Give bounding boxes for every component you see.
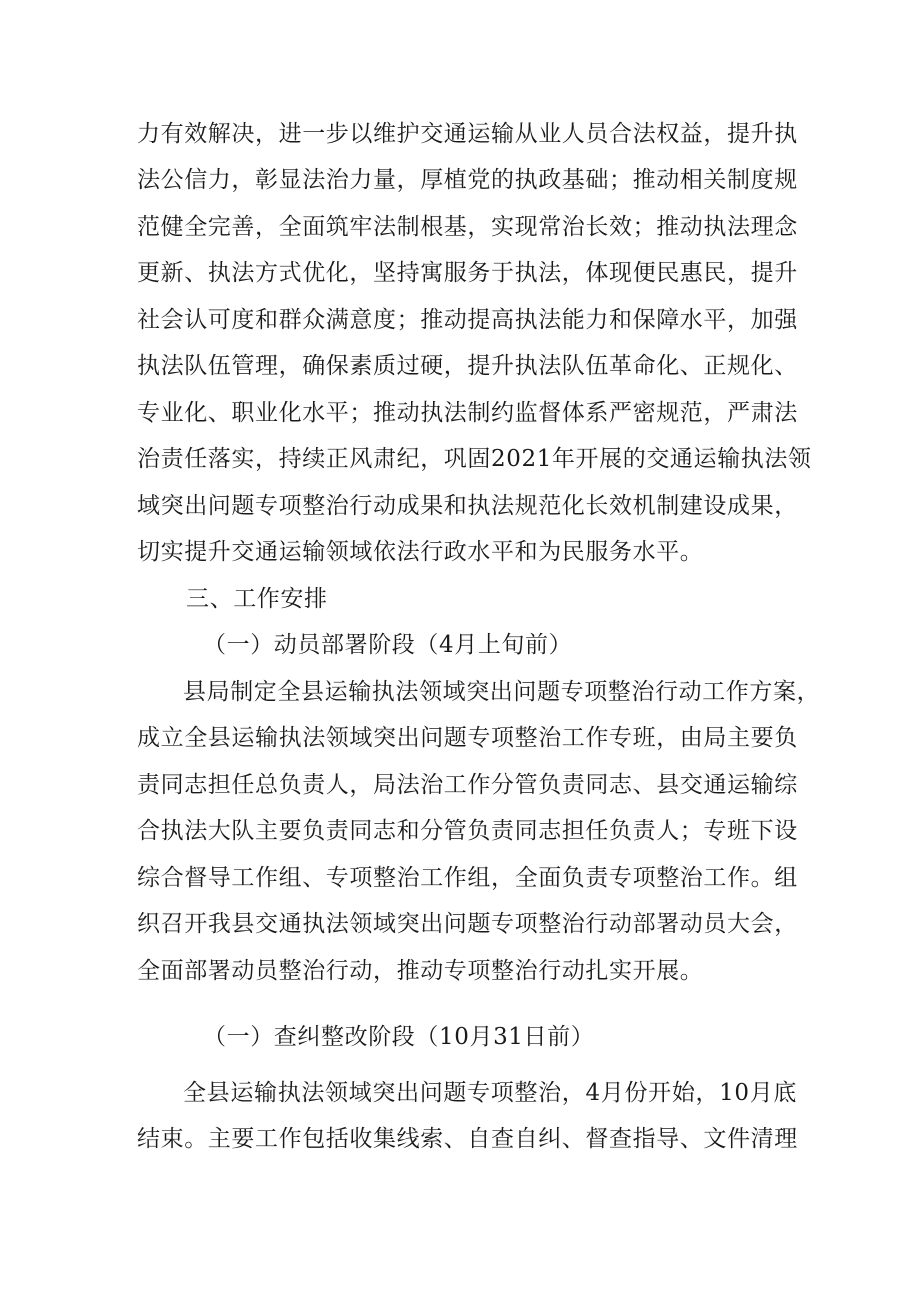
paragraph-2-line-6: 织召开我县交通执法领域突出问题专项整治行动部署动员大会， [137, 911, 798, 937]
paragraph-2-line-3: 责同志担任总负责人，局法治工作分管负责同志、县交通运输综 [137, 772, 798, 798]
paragraph-2-line-5: 综合督导工作组、专项整治工作组，全面负责专项整治工作。组 [137, 865, 798, 891]
paragraph-1-line-7: 专业化、职业化水平；推动执法制约监督体系严密规范，严肃法 [137, 400, 798, 426]
paragraph-2-line-7: 全面部署动员整治行动，推动专项整治行动扎实开展。 [137, 958, 704, 984]
paragraph-1-line-4: 更新、执法方式优化，坚持寓服务于执法，体现便民惠民，提升 [137, 260, 798, 286]
paragraph-3-line-2: 结束。主要工作包括收集线索、自查自纠、督查指导、文件清理 [137, 1126, 798, 1152]
paragraph-2-line-1: 县局制定全县运输执法领域突出问题专项整治行动工作方案， [183, 679, 821, 705]
paragraph-1-line-9: 域突出问题专项整治行动成果和执法规范化长效机制建设成果， [137, 493, 798, 519]
paragraph-2-line-4: 合执法大队主要负责同志和分管负责同志担任负责人；专班下设 [137, 818, 798, 844]
section-heading: 三、工作安排 [186, 586, 328, 612]
paragraph-1-line-3: 范健全完善，全面筑牢法制根基，实现常治长效；推动执法理念 [137, 214, 798, 240]
paragraph-1-line-1: 力有效解决，进一步以维护交通运输从业人员合法权益，提升执 [137, 121, 798, 147]
subsection-heading-1: （一）动员部署阶段（4月上旬前） [203, 632, 573, 658]
paragraph-2-line-2: 成立全县运输执法领域突出问题专项整治工作专班，由局主要负 [137, 725, 798, 751]
paragraph-1-line-10: 切实提升交通运输领域依法行政水平和为民服务水平。 [137, 539, 704, 565]
paragraph-3-line-1: 全县运输执法领域突出问题专项整治，4月份开始，10月底 [183, 1080, 797, 1106]
subsection-heading-2: （一）查纠整改阶段（10月31日前） [203, 1024, 595, 1050]
paragraph-1-line-2: 法公信力，彰显法治力量，厚植党的执政基础；推动相关制度规 [137, 167, 798, 193]
paragraph-1-line-8: 治责任落实，持续正风肃纪，巩固2021年开展的交通运输执法领 [137, 446, 812, 472]
paragraph-1-line-6: 执法队伍管理，确保素质过硬，提升执法队伍革命化、正规化、 [137, 353, 798, 379]
paragraph-1-line-5: 社会认可度和群众满意度；推动提高执法能力和保障水平，加强 [137, 307, 798, 333]
